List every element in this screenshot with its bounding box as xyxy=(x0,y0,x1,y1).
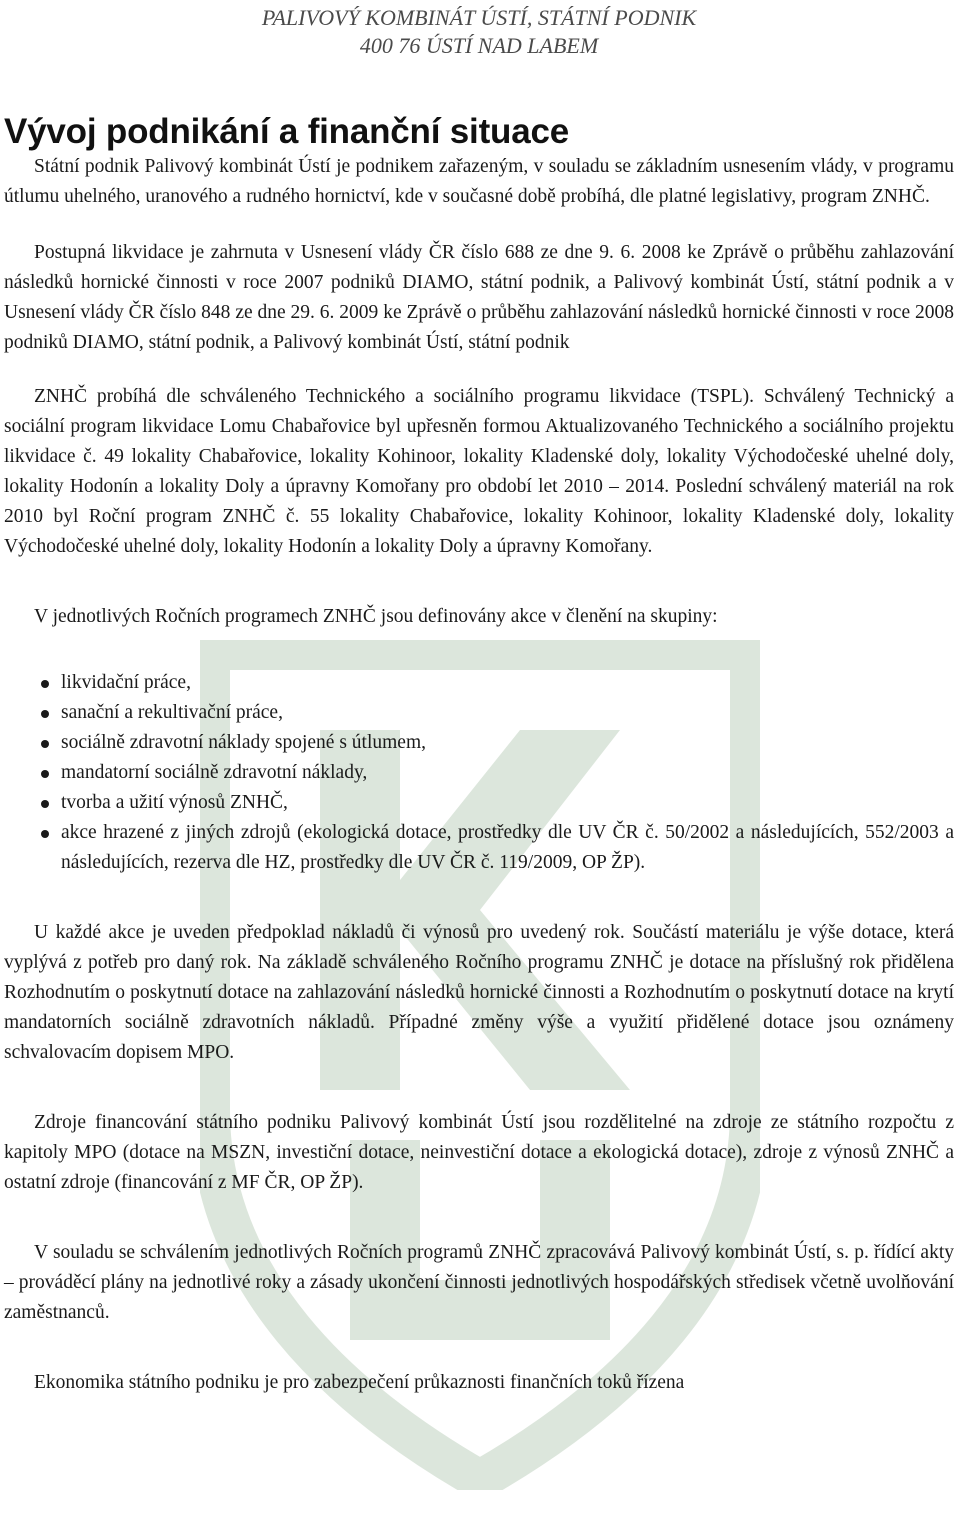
letterhead-company: PALIVOVÝ KOMBINÁT ÚSTÍ, STÁTNÍ PODNIK xyxy=(261,5,697,30)
list-item: mandatorní sociálně zdravotní náklady, xyxy=(61,758,954,788)
paragraph-financing: Zdroje financování státního podniku Palivový kombinát Ústí jsou rozdělitelné na zdroje ze státního rozpočtu z kapitoly MPO (dotace na MSZN, investiční dotace, neinvestiční dotace a ekologická dotace), zdroje z výnosů ZNHČ a ostatní zdroje (financování z MF ČR, OP ŽP). xyxy=(4,1112,954,1193)
page-title: Vývoj podnikání a finanční situace xyxy=(4,112,570,151)
list-item: sociálně zdravotní náklady spojené s útlumem, xyxy=(61,728,954,758)
bullet-icon xyxy=(41,740,49,748)
list-item: likvidační práce, xyxy=(61,668,954,698)
bullet-icon xyxy=(41,800,49,808)
paragraph-intro: Státní podnik Palivový kombinát Ústí je podnikem zařazeným, v souladu se základním usnesením vlády, v programu útlumu uhelného, uranového a rudného hornictví, kde v současné době probíhá, dle platné legislativy, program ZNHČ. xyxy=(4,156,954,207)
paragraph-economy: Ekonomika státního podniku je pro zabezpečení průkaznosti finančních toků řízena xyxy=(34,1372,685,1393)
groups-list xyxy=(4,668,954,878)
paragraph-tspl: ZNHČ probíhá dle schváleného Technického a sociálního programu likvidace (TSPL). Schválený Technický a sociální program likvidace Lomu Chabařovice byl upřesněn formou Aktualizovaného Technického a sociálního projektu likvidace č. 49 lokality Chabařovice, lokality Kohinoor, lokality Kladenské doly, lokality Východočeské uhelné doly, lokality Hodonín a lokality Doly a úpravny Komořany pro období let 2010 – 2014. Poslední schválený materiál na rok 2010 byl Roční program ZNHČ č. 55 lokality Chabařovice, lokality Kohinoor, lokality Kladenské doly, lokality Východočeské uhelné doly, lokality Hodonín a lokality Doly a úpravny Komořany. xyxy=(4,386,954,557)
bullet-icon xyxy=(41,710,49,718)
list-item: akce hrazené z jiných zdrojů (ekologická dotace, prostředky dle UV ČR č. 50/2002 a následujících, 552/2003 a následujících, rezerva dle HZ, prostředky dle UV ČR č. 119/2009, OP ŽP). xyxy=(61,818,954,878)
bullet-icon xyxy=(41,770,49,778)
bullet-icon xyxy=(41,680,49,688)
paragraph-groups-intro: V jednotlivých Ročních programech ZNHČ jsou definovány akce v členění na skupiny: xyxy=(34,606,718,627)
letterhead xyxy=(4,0,954,60)
paragraph-costs: U každé akce je uveden předpoklad nákladů či výnosů pro uvedený rok. Součástí materiálu je výše dotace, která vyplývá z potřeb pro daný rok. Na základě schváleného Ročního programu ZNHČ je dotace na příslušný rok přidělena Rozhodnutím o poskytnutí dotace na zahlazování následků hornické činnosti a Rozhodnutím o poskytnutí dotace na krytí mandatorních sociálně zdravotních nákladů. Případné změny výše a využití přidělené dotace jsou oznámeny schvalovacím dopisem MPO. xyxy=(4,922,954,1063)
bullet-icon xyxy=(41,830,49,838)
list-item: sanační a rekultivační práce, xyxy=(61,698,954,728)
letterhead-address: 400 76 ÚSTÍ NAD LABEM xyxy=(359,33,599,58)
paragraph-liquidation: Postupná likvidace je zahrnuta v Usnesení vlády ČR číslo 688 ze dne 9. 6. 2008 ke Zprávě o průběhu zahlazování následků hornické činnosti v roce 2007 podniků DIAMO, státní podnik, a Palivový kombinát Ústí, státní podnik a v Usnesení vlády ČR číslo 848 ze dne 29. 6. 2009 ke Zprávě o průběhu zahlazování následků hornické činnosti v roce 2008 podniků DIAMO, státní podnik, a Palivový kombinát Ústí, státní podnik xyxy=(4,242,954,353)
list-item: tvorba a užití výnosů ZNHČ, xyxy=(61,788,954,818)
paragraph-plans: V souladu se schválením jednotlivých Ročních programů ZNHČ zpracovává Palivový kombinát Ústí, s. p. řídící akty – prováděcí plány na jednotlivé roky a zásady ukončení činnosti jednotlivých hospodářských středisek včetně uvolňování zaměstnanců. xyxy=(4,1242,954,1323)
